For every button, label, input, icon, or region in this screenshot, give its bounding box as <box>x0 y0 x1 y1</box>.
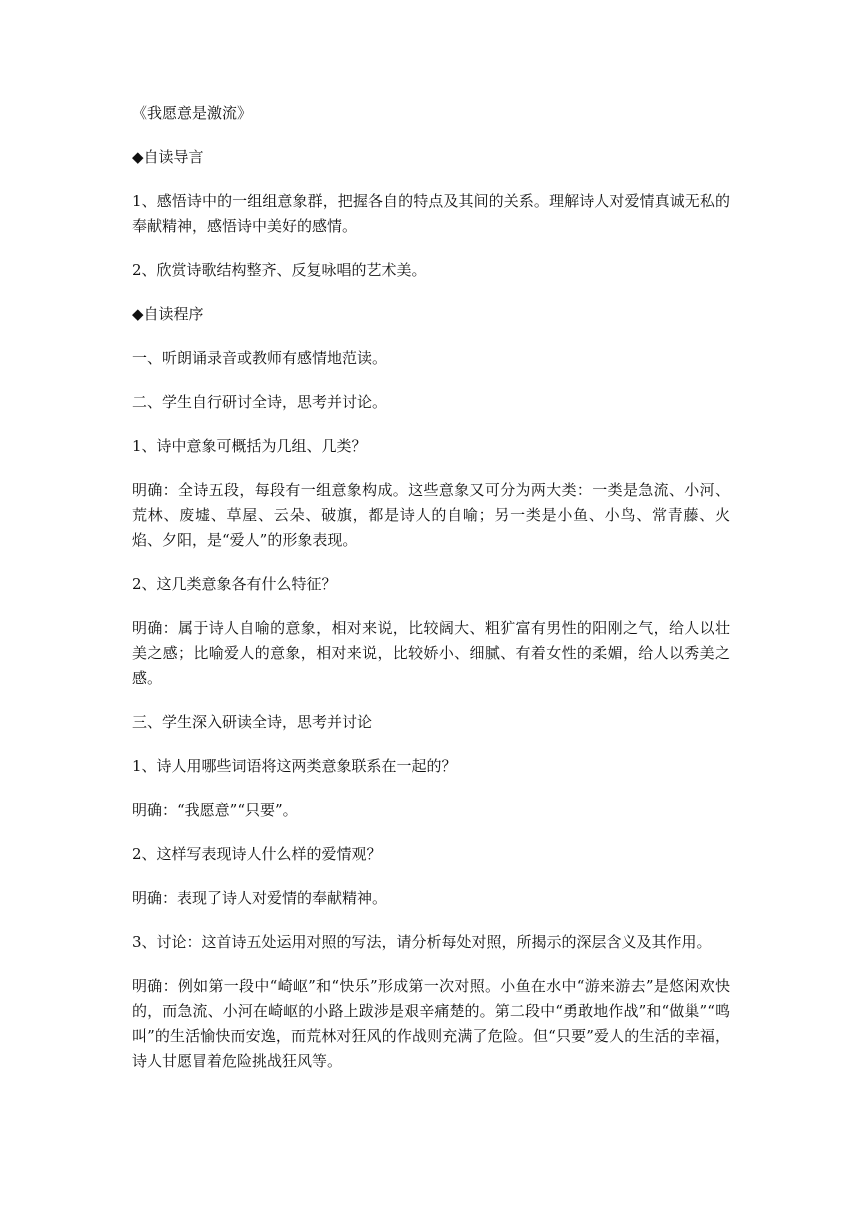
procedure-step-2: 二、学生自行研讨全诗，思考并讨论。 <box>132 393 388 411</box>
document-body <box>132 101 730 1093</box>
answer-4: 明确：表现了诗人对爱情的奉献精神。 <box>132 889 388 907</box>
procedure-step-1: 一、听朗诵录音或教师有感情地范读。 <box>132 349 388 367</box>
answer-3: 明确：“我愿意”“只要”。 <box>132 801 298 819</box>
question-2: 2、这几类意象各有什么特征？ <box>132 575 337 593</box>
guide-item-1: 1、感悟诗中的一组组意象群，把握各自的特点及其间的关系。理解诗人对爱情真诚无私的奉献精神，感悟诗中美好的感情。 <box>132 192 730 235</box>
question-1: 1、诗中意象可概括为几组、几类？ <box>132 437 367 455</box>
guide-item-2: 2、欣赏诗歌结构整齐、反复咏唱的艺术美。 <box>132 261 427 279</box>
question-5: 3、讨论：这首诗五处运用对照的写法，请分析每处对照，所揭示的深层含义及其作用。 <box>132 933 712 951</box>
section-heading-guide: ◆自读导言 <box>132 148 204 166</box>
answer-5: 明确：例如第一段中“崎岖”和“快乐”形成第一次对照。小鱼在水中“游来游去”是悠闲欢快的，而急流、小河在崎岖的小路上跋涉是艰辛痛楚的。第二段中“勇敢地作战”和“做巢”“鸣叫”的生活愉快而安逸，而荒林对狂风的作战则充满了危险。但“只要”爱人的生活的幸福，诗人甘愿冒着危险挑战狂风等。 <box>132 977 730 1070</box>
document-title: 《我愿意是激流》 <box>132 104 253 122</box>
question-4: 2、这样写表现诗人什么样的爱情观？ <box>132 845 382 863</box>
answer-1: 明确：全诗五段，每段有一组意象构成。这些意象又可分为两大类：一类是急流、小河、荒林、废墟、草屋、云朵、破旗，都是诗人的自喻；另一类是小鱼、小鸟、常青藤、火焰、夕阳，是“爱人”的形象表现。 <box>132 481 730 549</box>
section-heading-procedure: ◆自读程序 <box>132 305 204 323</box>
procedure-step-3: 三、学生深入研读全诗，思考并讨论 <box>132 713 373 731</box>
answer-2: 明确：属于诗人自喻的意象，相对来说，比较阔大、粗犷富有男性的阳刚之气，给人以壮美之感；比喻爱人的意象，相对来说，比较娇小、细腻、有着女性的柔媚，给人以秀美之感。 <box>132 619 730 687</box>
question-3: 1、诗人用哪些词语将这两类意象联系在一起的？ <box>132 757 457 775</box>
